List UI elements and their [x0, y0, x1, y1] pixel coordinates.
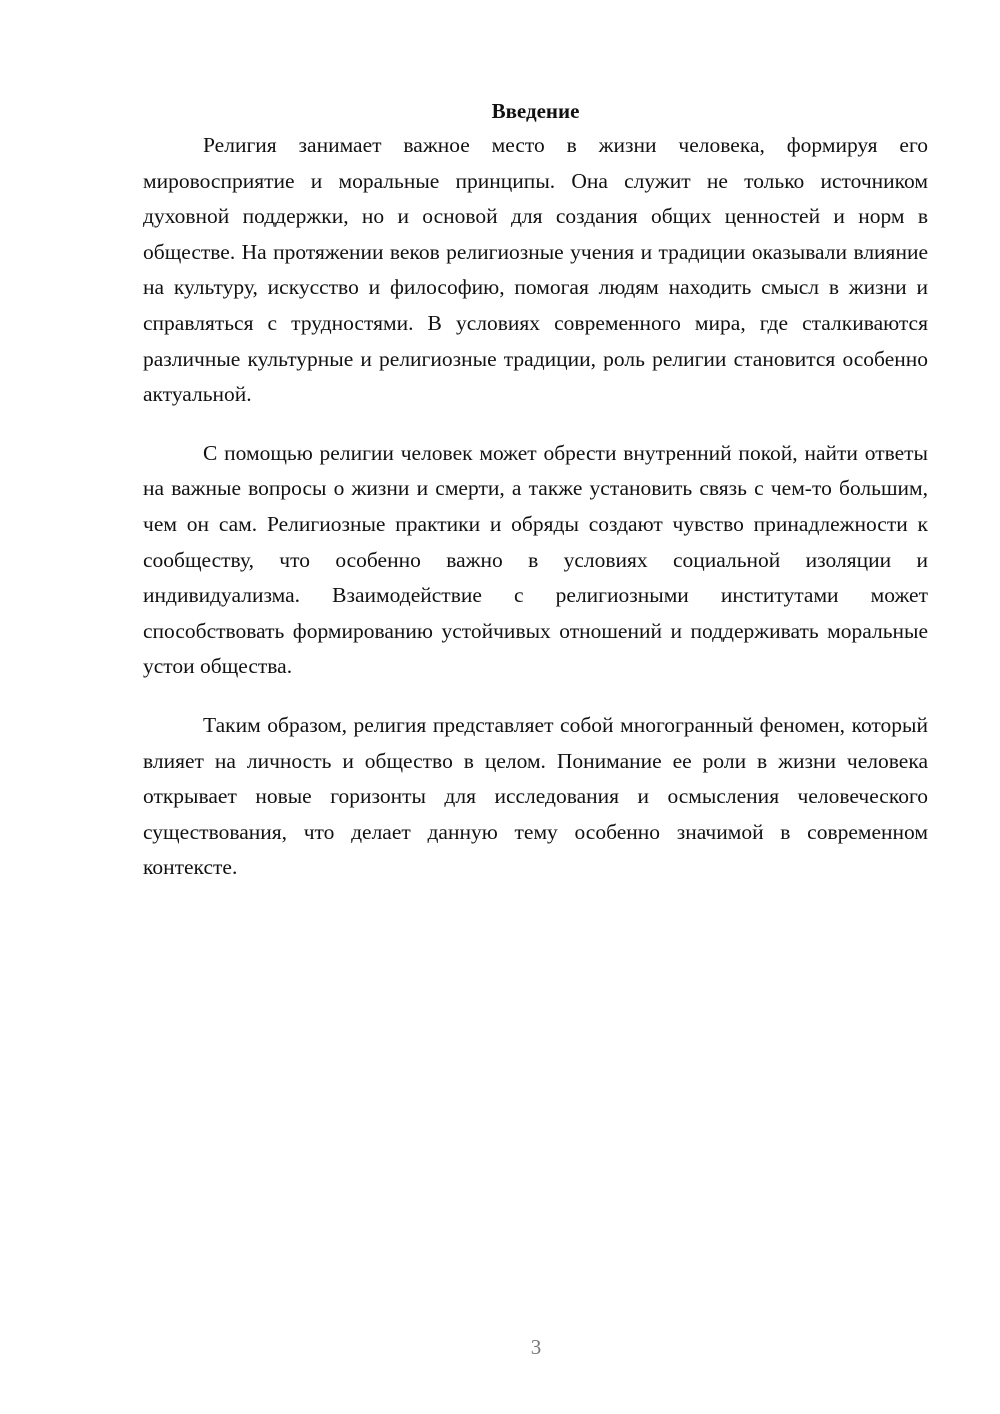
page-number: 3 [530, 1335, 542, 1359]
page-content [143, 94, 928, 909]
paragraph-2: С помощью религии человек может обрести внутренний покой, найти ответы на важные вопросы о жизни и смерти, а также установить связь с чем-то большим, чем он сам. Религиозные практики и обряды создают чувство принадлежности к сообществу, что особенно важно в условиях социальной изоляции и индивидуализма. Взаимодействие с религиозными институтами может способствовать формированию устойчивых отношений и поддерживать моральные устои общества. [143, 440, 928, 679]
paragraph-1: Религия занимает важное место в жизни человека, формируя его мировосприятие и моральные принципы. Она служит не только источником духовной поддержки, но и основой для создания общих ценностей и норм в обществе. На протяжении веков религиозные учения и традиции оказывали влияние на культуру, искусство и философию, помогая людям находить смысл в жизни и справляться с трудностями. В условиях современного мира, где сталкиваются различные культурные и религиозные традиции, роль религии становится особенно актуальной. [143, 133, 928, 407]
section-heading: Введение [491, 99, 580, 123]
paragraph-3: Таким образом, религия представляет собой многогранный феномен, который влияет на личность и общество в целом. Понимание ее роли в жизни человека открывает новые горизонты для исследования и осмысления человеческого существования, что делает данную тему особенно значимой в современном контексте. [143, 712, 928, 880]
